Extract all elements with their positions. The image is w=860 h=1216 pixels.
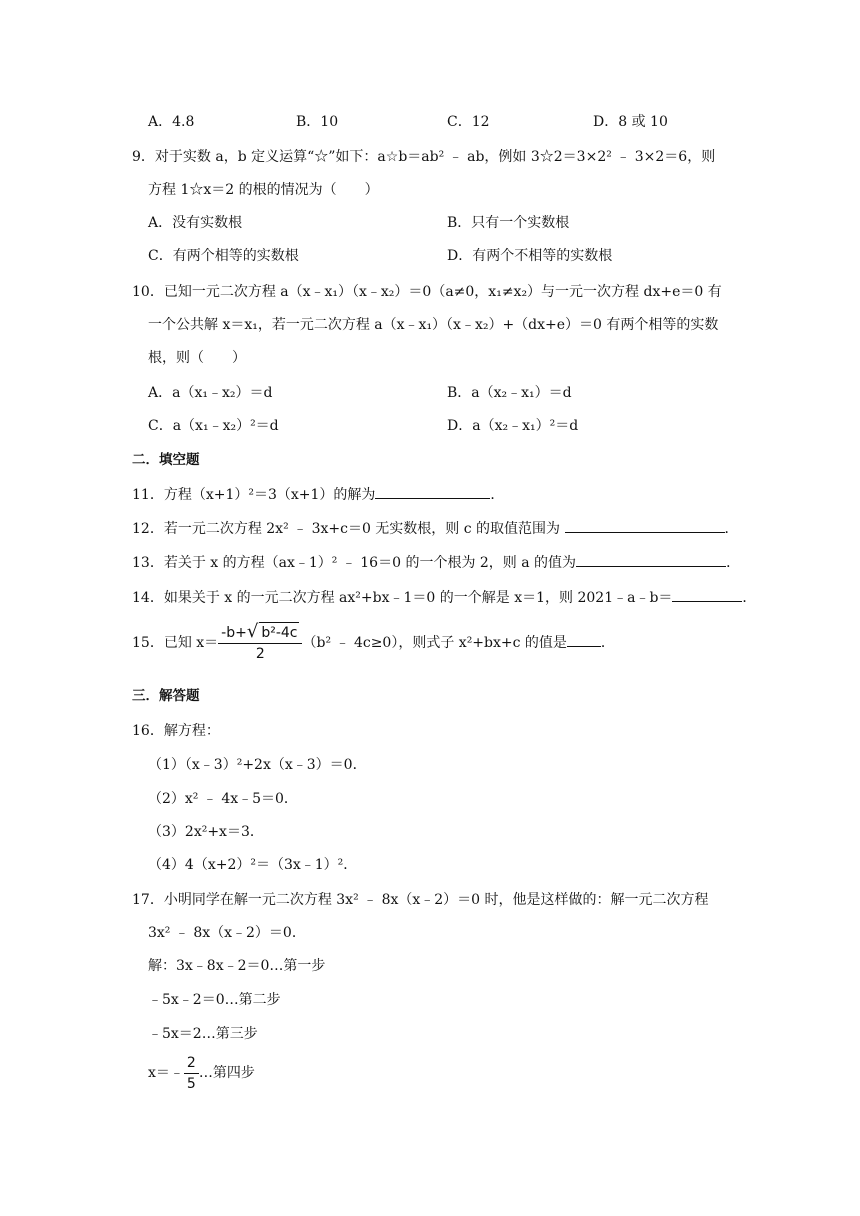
q17-step-2: ﹣5x﹣2＝0…第二步 — [148, 992, 281, 1008]
q8-option-b: B．10 — [296, 114, 339, 130]
q15-numerator — [218, 622, 302, 644]
q10-stem-line2: 一个公共解 x＝x₁，若一元二次方程 a（x﹣x₁）（x﹣x₂）+（dx+e）＝0 有两个相等的实数 — [148, 317, 719, 333]
q8-option-c: C．12 — [447, 114, 490, 130]
q17-step4-pre: x＝﹣ — [148, 1065, 184, 1081]
q15: 15．已知 x＝ $\frac{\text{-b+√ b²-4c}}{2}$ （b² ﹣ 4c≥0），则式子 x²+bx+c 的值是 ． — [132, 621, 615, 662]
q11-text: 11．方程（x+1）²＝3（x+1）的解为 — [132, 487, 376, 503]
q16-item-2: （2）x² ﹣ 4x﹣5＝0． — [148, 791, 298, 807]
q17-step-1: 解：3x﹣8x﹣2＝0…第一步 — [148, 958, 326, 974]
q15-radicand: b²-4c — [259, 622, 299, 643]
q17-step4-numerator: 2 — [184, 1053, 199, 1074]
q14-answer-blank — [672, 587, 742, 602]
q8-option-d: D．8 或 10 — [593, 114, 668, 130]
q17-stem-line2: 3x² ﹣ 8x（x﹣2）＝0． — [148, 925, 306, 941]
q15-text-post: （b² ﹣ 4c≥0），则式子 x²+bx+c 的值是 — [302, 635, 567, 651]
q15-answer-blank — [567, 632, 601, 647]
q17-step4-denominator: 5 — [186, 1075, 196, 1092]
q15-numerator-pre: -b+ — [221, 625, 247, 641]
q8-option-a: A．4.8 — [148, 114, 195, 130]
q12-text: 12．若一元二次方程 2x² ﹣ 3x+c＝0 无实数根，则 c 的取值范围为 — [132, 521, 561, 537]
section-answer-heading: 三．解答题 — [132, 688, 200, 704]
sqrt-icon: √ — [246, 621, 259, 642]
q13-text: 13．若关于 x 的方程（ax﹣1）² ﹣ 16＝0 的一个根为 2，则 a 的值为 — [132, 555, 577, 571]
q16-item-4: （4）4（x+2）²＝（3x﹣1）²． — [148, 857, 358, 873]
q12: 12．若一元二次方程 2x² ﹣ 3x+c＝0 无实数根，则 c 的取值范围为 ． — [132, 518, 739, 539]
q13-answer-blank — [576, 552, 726, 567]
q14-text: 14．如果关于 x 的一元二次方程 ax²+bx﹣1＝0 的一个解是 x＝1，则 2021﹣a﹣b＝ — [132, 590, 673, 606]
q11-answer-blank — [375, 484, 490, 499]
q13: 13．若关于 x 的方程（ax﹣1）² ﹣ 16＝0 的一个根为 2，则 a 的值为 ． — [132, 552, 740, 573]
q10-option-c: C．a（x₁﹣x₂）²＝d — [148, 418, 279, 434]
q9-option-b: B．只有一个实数根 — [447, 215, 570, 231]
q17-step-4 — [148, 1050, 255, 1096]
q12-answer-blank — [565, 518, 725, 533]
section-fill-in-heading: 二．填空题 — [132, 452, 200, 468]
q11: 11．方程（x+1）²＝3（x+1）的解为 ． — [132, 484, 504, 505]
q10-stem-line1: 10．已知一元二次方程 a（x﹣x₁）（x﹣x₂）＝0（a≠0，x₁≠x₂）与一元一次方程 dx+e＝0 有 — [132, 284, 722, 300]
q9-stem-line1: 9．对于实数 a，b 定义运算“☆”如下：a☆b＝ab² ﹣ ab，例如 3☆2＝3×2² ﹣ 3×2＝6，则 — [132, 149, 716, 165]
q17-step-3: ﹣5x＝2…第三步 — [148, 1026, 258, 1042]
q9-stem-line2: 方程 1☆x＝2 的根的情况为（ ） — [148, 182, 379, 198]
q10-stem-line3: 根，则（ ） — [148, 350, 246, 366]
q10-option-d: D．a（x₂﹣x₁）²＝d — [447, 418, 579, 434]
q9-option-d: D．有两个不相等的实数根 — [447, 248, 613, 264]
q15-denominator: 2 — [255, 646, 265, 662]
q15-fraction — [218, 622, 302, 664]
q10-option-b: B．a（x₂﹣x₁）＝d — [447, 385, 572, 401]
q17-stem-line1: 17．小明同学在解一元二次方程 3x² ﹣ 8x（x﹣2）＝0 时，他是这样做的：解一元二次方程 — [132, 892, 709, 908]
q14: 14．如果关于 x 的一元二次方程 ax²+bx﹣1＝0 的一个解是 x＝1，则 2021﹣a﹣b＝ ． — [132, 587, 756, 608]
q17-step4-fraction — [184, 1053, 199, 1094]
q9-option-a: A．没有实数根 — [148, 215, 243, 231]
q16-item-1: （1）（x﹣3）²+2x（x﹣3）＝0． — [148, 757, 367, 773]
q16-item-3: （3）2x²+x＝3． — [148, 824, 264, 840]
q10-option-a: A．a（x₁﹣x₂）＝d — [148, 385, 273, 401]
q9-option-c: C．有两个相等的实数根 — [148, 248, 299, 264]
q16-title: 16．解方程： — [132, 723, 220, 739]
q17-step4-post: …第四步 — [198, 1065, 255, 1081]
q15-text-pre: 15．已知 x＝ — [132, 635, 219, 651]
